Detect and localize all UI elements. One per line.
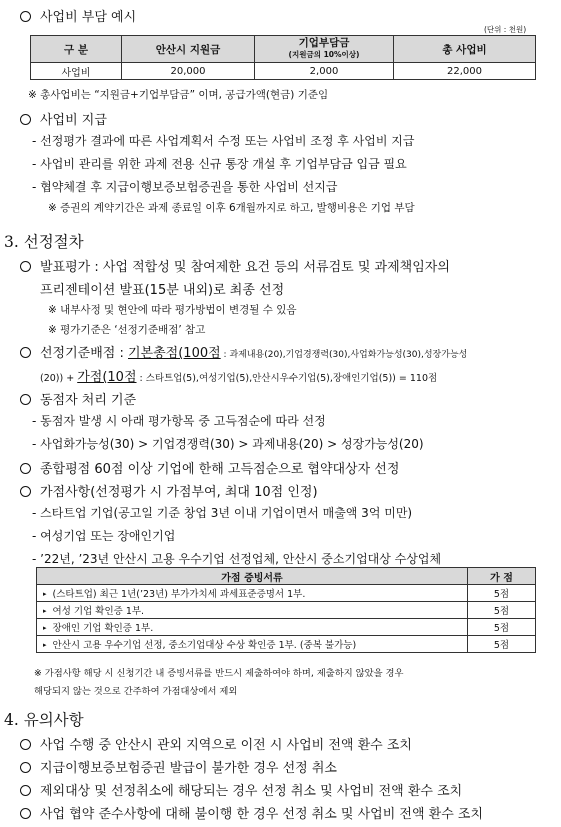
- presentation-eval-cont: 프리젠테이션 발표(15분 내외)로 최종 선정: [40, 283, 285, 298]
- bonus-item: - ’22년, ’23년 안산시 고용 우수기업 선정업체, 안산시 중소기업대상 수상업체: [32, 552, 442, 566]
- circle-bullet-icon: [20, 394, 31, 405]
- triangle-bullet-icon: ▸: [43, 641, 47, 649]
- table-row: ▸ 안산시 고용 우수기업 선정, 중소기업대상 수상 확인증 1부. (중복 불가능) 5점: [37, 636, 536, 653]
- payment-item: - 사업비 관리를 위한 과제 전용 신규 통장 개설 후 기업부담금 입금 필요: [32, 157, 407, 171]
- bonus-col-header: 가점 증빙서류: [37, 568, 468, 585]
- caution-item: 사업 협약 준수사항에 대해 불이행 한 경우 선정 취소 및 사업비 전액 환수 조치: [20, 803, 483, 822]
- budget-heading-text: 사업비 부담 예시: [40, 10, 137, 25]
- tiebreak-heading: 동점자 처리 기준: [20, 389, 136, 408]
- caution-item: 지급이행보증보험증권 발급이 불가한 경우 선정 취소: [20, 757, 337, 776]
- budget-note: ※ 총사업비는 “지원금+기업부담금” 이며, 공급가액(현금) 기준임: [28, 89, 329, 101]
- budget-cell: 20,000: [122, 63, 255, 80]
- circle-bullet-icon: [20, 486, 31, 497]
- bonus-col-header: 가 점: [468, 568, 536, 585]
- section-3-title: 3. 선정절차: [4, 233, 84, 251]
- budget-cell: 22,000: [394, 63, 536, 80]
- unit-label: (단위 : 천원): [484, 25, 527, 34]
- payment-item: - 협약체결 후 지급이행보증보험증권을 통한 사업비 선지급: [32, 180, 338, 194]
- min-score-rule: 종합평점 60점 이상 기업에 한해 고득점순으로 협약대상자 선정: [20, 458, 399, 477]
- triangle-bullet-icon: ▸: [43, 590, 47, 598]
- table-row: ▸ 여성 기업 확인증 1부. 5점: [37, 602, 536, 619]
- eval-note: ※ 평가기준은 ‘선정기준배점’ 참고: [48, 324, 206, 336]
- caution-item: 제외대상 및 선정취소에 해당되는 경우 선정 취소 및 사업비 전액 환수 조치: [20, 780, 462, 799]
- bonus-note-cont: 해당되지 않는 것으로 간주하여 가점대상에서 제외: [34, 686, 238, 697]
- triangle-bullet-icon: ▸: [43, 624, 47, 632]
- score-criteria-cont: (20)) + 가점(10점 : 스타트업(5),여성기업(5),안산시우수기업(5),장애인기업(5)) = 110점: [40, 370, 438, 385]
- budget-col-header: 안산시 지원금: [122, 36, 255, 63]
- bonus-heading: 가점사항(선정평가 시 가점부여, 최대 10점 인정): [20, 481, 318, 500]
- budget-table: [30, 35, 536, 80]
- tiebreak-item: - 사업화가능성(30) > 기업경쟁력(30) > 과제내용(20) > 성장가능성(20): [32, 437, 424, 451]
- circle-bullet-icon: [20, 114, 31, 125]
- table-row: ▸ 장애인 기업 확인증 1부. 5점: [37, 619, 536, 636]
- bonus-table: [36, 567, 536, 653]
- circle-bullet-icon: [20, 785, 31, 796]
- budget-col-header: 구 분: [31, 36, 122, 63]
- tiebreak-item: - 동점자 발생 시 아래 평가항목 중 고득점순에 따라 선정: [32, 414, 326, 428]
- budget-heading: [20, 6, 136, 25]
- payment-note: ※ 증권의 계약기간은 과제 종료일 이후 6개월까지로 하고, 발행비용은 기업 부담: [48, 202, 415, 214]
- score-criteria: 선정기준배점 : 기본총점(100점 : 과제내용(20),기업경쟁력(30),사업화가능성(30),성장가능성: [20, 342, 467, 361]
- presentation-eval: 발표평가 : 사업 적합성 및 참여제한 요건 등의 서류검토 및 과제책임자의: [20, 256, 450, 275]
- budget-cell: 사업비: [31, 63, 122, 80]
- budget-col-header: 총 사업비: [394, 36, 536, 63]
- circle-bullet-icon: [20, 261, 31, 272]
- section-4-title: 4. 유의사항: [4, 711, 84, 729]
- budget-col-header: 기업부담금 (지원금의 10%이상): [255, 36, 394, 63]
- circle-bullet-icon: [20, 739, 31, 750]
- circle-bullet-icon: [20, 11, 31, 22]
- circle-bullet-icon: [20, 463, 31, 474]
- budget-cell: 2,000: [255, 63, 394, 80]
- bonus-item: - 스타트업 기업(공고일 기준 창업 3년 이내 기업이면서 매출액 3억 미만): [32, 506, 413, 520]
- circle-bullet-icon: [20, 347, 31, 358]
- triangle-bullet-icon: ▸: [43, 607, 47, 615]
- bonus-item: - 여성기업 또는 장애인기업: [32, 529, 176, 543]
- circle-bullet-icon: [20, 762, 31, 773]
- payment-item: - 선정평가 결과에 따른 사업계획서 수정 또는 사업비 조정 후 사업비 지급: [32, 134, 415, 148]
- payment-heading: 사업비 지급: [20, 109, 107, 128]
- table-row: ▸ (스타트업) 최근 1년(’23년) 부가가치세 과세표준증명서 1부. 5점: [37, 585, 536, 602]
- caution-item: 사업 수행 중 안산시 관외 지역으로 이전 시 사업비 전액 환수 조치: [20, 734, 412, 753]
- circle-bullet-icon: [20, 808, 31, 819]
- eval-note: ※ 내부사정 및 현안에 따라 평가방법이 변경될 수 있음: [48, 304, 297, 316]
- bonus-note: ※ 가점사항 해당 시 신청기간 내 증빙서류를 반드시 제출하여야 하며, 제출하지 않았을 경우: [34, 668, 404, 679]
